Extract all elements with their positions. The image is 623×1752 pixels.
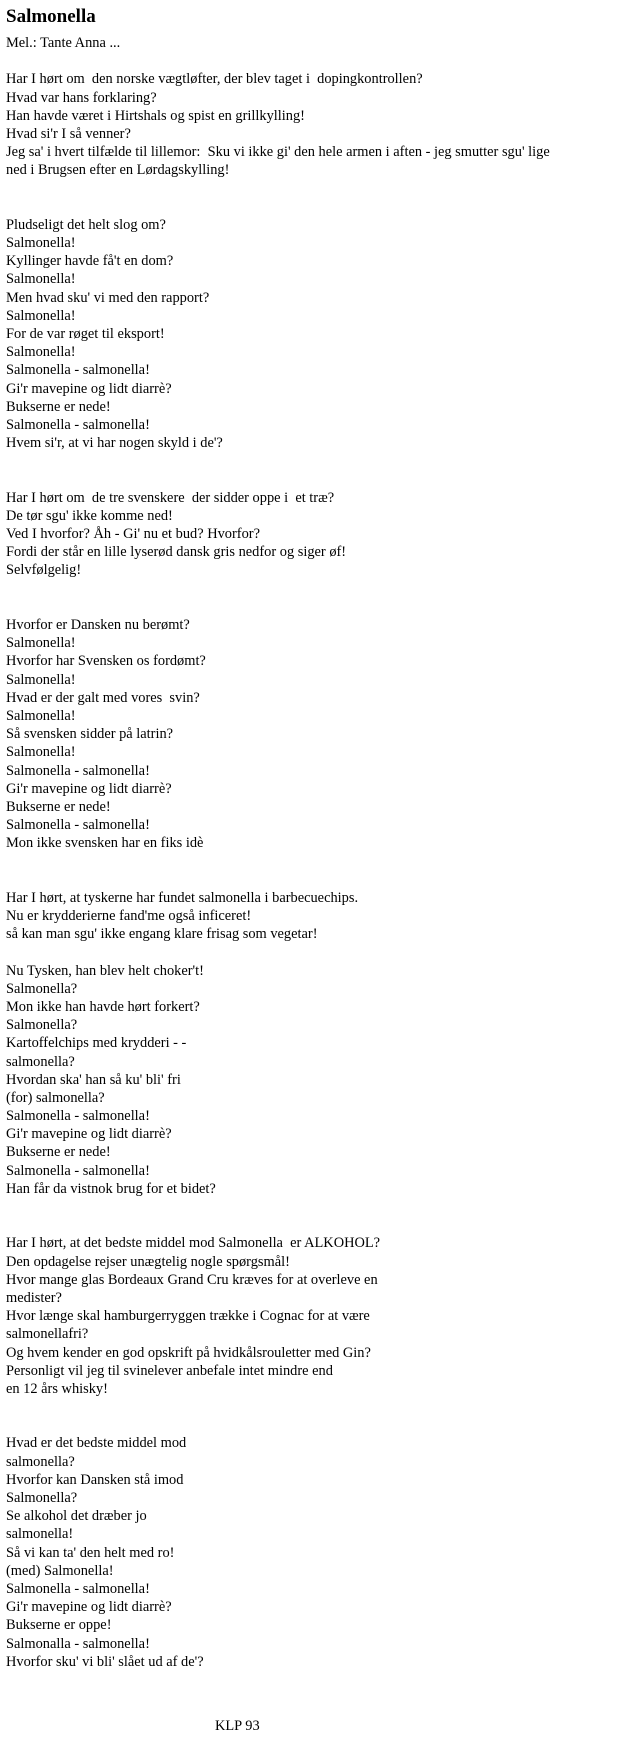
lyric-line: Salmonella - salmonella! bbox=[6, 817, 150, 834]
lyric-line: Salmonella? bbox=[6, 980, 78, 997]
footer-signature: KLP 93 bbox=[215, 1718, 260, 1734]
blank-line bbox=[6, 1416, 616, 1434]
lyric-line: Salmonella - salmonella! bbox=[6, 762, 150, 779]
lyric-line: (med) Salmonella! bbox=[6, 1562, 114, 1579]
lyric-line: Bukserne er nede! bbox=[6, 398, 111, 415]
lyric-line: Salmonella - salmonella! bbox=[6, 362, 150, 379]
blank-line bbox=[6, 943, 616, 961]
lyric-line: De tør sgu' ikke komme ned! bbox=[6, 507, 173, 524]
lyric-line: Selvfølgelig! bbox=[6, 562, 82, 579]
lyric-line: Bukserne er nede! bbox=[6, 798, 111, 815]
lyric-line: Se alkohol det dræber jo bbox=[6, 1508, 147, 1525]
lyric-line: Har I hørt om de tre svenskere der sidder oppe i et træ? bbox=[6, 489, 335, 506]
lyric-line: Hvad si'r I så venner? bbox=[6, 125, 131, 142]
lyric-line: salmonella! bbox=[6, 1526, 74, 1543]
lyric-line: Hvad er det bedste middel mod bbox=[6, 1435, 187, 1452]
lyric-line: Salmonella? bbox=[6, 1017, 78, 1034]
lyric-line: Hvor mange glas Bordeaux Grand Cru kræves for at overleve en bbox=[6, 1271, 378, 1288]
blank-line bbox=[6, 198, 616, 216]
lyric-line: Hvor længe skal hamburgerryggen trække i Cognac for at være bbox=[6, 1308, 370, 1325]
lyric-line: Hvorfor er Dansken nu berømt? bbox=[6, 617, 190, 633]
blank-line bbox=[6, 52, 616, 70]
lyric-line: ned i Brugsen efter en Lørdagskylling! bbox=[6, 162, 230, 179]
blank-line bbox=[6, 1398, 616, 1416]
lyric-line: Hvorfor har Svensken os fordømt? bbox=[6, 653, 206, 670]
lyric-line: Hvorfor sku' vi bli' slået ud af de'? bbox=[6, 1653, 204, 1670]
lyric-line: salmonellafri? bbox=[6, 1326, 89, 1343]
lyric-line: Mon ikke han havde hørt forkert? bbox=[6, 998, 200, 1015]
lyric-line: Hvorfor kan Dansken stå imod bbox=[6, 1471, 184, 1488]
lyric-line: Så svensken sidder på latrin? bbox=[6, 726, 174, 743]
blank-line bbox=[6, 871, 616, 889]
lyric-line: Jeg sa' i hvert tilfælde til lillemor: Sku vi ikke gi' den hele armen i aften - jeg smutter sgu' lige bbox=[6, 144, 550, 161]
lyric-line: Fordi der står en lille lyserød dansk gris nedfor og siger øf! bbox=[6, 544, 347, 561]
lyric-line: så kan man sgu' ikke engang klare frisag som vegetar! bbox=[6, 926, 318, 943]
blank-line bbox=[6, 452, 616, 470]
lyric-line: Bukserne er oppe! bbox=[6, 1617, 112, 1634]
lyric-line: Han får da vistnok brug for et bidet? bbox=[6, 1180, 216, 1197]
blank-line bbox=[6, 1216, 616, 1234]
song-lyrics bbox=[6, 34, 616, 1671]
blank-line bbox=[6, 580, 616, 598]
lyric-line: Hvad var hans forklaring? bbox=[6, 89, 157, 106]
lyric-line: Salmonella - salmonella! bbox=[6, 1108, 150, 1125]
lyric-line: Pludseligt det helt slog om? bbox=[6, 216, 166, 233]
lyric-line: Hvad er der galt med vores svin? bbox=[6, 689, 200, 706]
lyric-line: Salmonella! bbox=[6, 235, 76, 252]
blank-line bbox=[6, 180, 616, 198]
lyric-line: Personligt vil jeg til svinelever anbefale intet mindre end bbox=[6, 1362, 333, 1379]
lyric-line: Salmonella! bbox=[6, 307, 76, 324]
lyric-line: Salmonella! bbox=[6, 635, 76, 652]
lyric-line: Har I hørt om den norske vægtløfter, der blev taget i dopingkontrollen? bbox=[6, 71, 423, 88]
lyric-line: Gi'r mavepine og lidt diarrè? bbox=[6, 1599, 172, 1616]
lyric-line: Kartoffelchips med krydderi - - bbox=[6, 1035, 187, 1052]
lyric-line: Salmonella! bbox=[6, 707, 76, 724]
blank-line bbox=[6, 598, 616, 616]
lyric-line: Salmonalla - salmonella! bbox=[6, 1635, 150, 1652]
lyric-line: Har I hørt, at det bedste middel mod Salmonella er ALKOHOL? bbox=[6, 1235, 381, 1252]
lyric-line: salmonella? bbox=[6, 1453, 75, 1470]
lyric-line: Salmonella - salmonella! bbox=[6, 416, 150, 433]
lyric-line: Ved I hvorfor? Åh - Gi' nu et bud? Hvorfor? bbox=[6, 526, 260, 543]
lyric-line: Salmonella - salmonella! bbox=[6, 1580, 150, 1597]
lyric-line: Salmonella? bbox=[6, 1490, 78, 1506]
page-title: Salmonella bbox=[6, 6, 96, 27]
lyric-line: Gi'r mavepine og lidt diarrè? bbox=[6, 1126, 172, 1143]
lyric-line: Hvordan ska' han så ku' bli' fri bbox=[6, 1071, 181, 1088]
lyric-line: en 12 års whisky! bbox=[6, 1380, 108, 1397]
lyric-line: Nu er krydderierne fand'me også inficeret! bbox=[6, 908, 252, 924]
song-page bbox=[6, 4, 616, 1671]
lyric-line: Men hvad sku' vi med den rapport? bbox=[6, 289, 210, 306]
lyric-line: Og hvem kender en god opskrift på hvidkålsrouletter med Gin? bbox=[6, 1344, 371, 1361]
lyric-line: Salmonella! bbox=[6, 271, 76, 288]
lyric-line: Kyllinger havde få't en dom? bbox=[6, 253, 174, 270]
lyric-line: Salmonella - salmonella! bbox=[6, 1162, 150, 1179]
lyric-line: Salmonella! bbox=[6, 744, 76, 761]
lyric-line: salmonella? bbox=[6, 1053, 75, 1070]
lyric-line: Salmonella! bbox=[6, 344, 76, 361]
lyric-line: Hvem si'r, at vi har nogen skyld i de'? bbox=[6, 435, 223, 452]
lyric-line: Bukserne er nede! bbox=[6, 1144, 111, 1161]
blank-line bbox=[6, 852, 616, 870]
lyric-line: Gi'r mavepine og lidt diarrè? bbox=[6, 380, 172, 397]
lyric-line: (for) salmonella? bbox=[6, 1089, 105, 1106]
lyric-line: medister? bbox=[6, 1289, 62, 1306]
lyric-line: Nu Tysken, han blev helt choker't! bbox=[6, 962, 204, 979]
lyric-line: Den opdagelse rejser unægtelig nogle spørgsmål! bbox=[6, 1253, 290, 1270]
lyric-line: Han havde været i Hirtshals og spist en grillkylling! bbox=[6, 107, 305, 124]
lyric-line: Har I hørt, at tyskerne har fundet salmonella i barbecuechips. bbox=[6, 889, 359, 906]
lyric-line: Gi'r mavepine og lidt diarrè? bbox=[6, 780, 172, 797]
lyric-line: Så vi kan ta' den helt med ro! bbox=[6, 1544, 175, 1561]
lyric-line: Mon ikke svensken har en fiks idè bbox=[6, 835, 204, 852]
lyric-line: Salmonella! bbox=[6, 671, 76, 688]
blank-line bbox=[6, 471, 616, 489]
lyric-line: Mel.: Tante Anna ... bbox=[6, 35, 121, 51]
blank-line bbox=[6, 1198, 616, 1216]
lyric-line: For de var røget til eksport! bbox=[6, 326, 165, 342]
